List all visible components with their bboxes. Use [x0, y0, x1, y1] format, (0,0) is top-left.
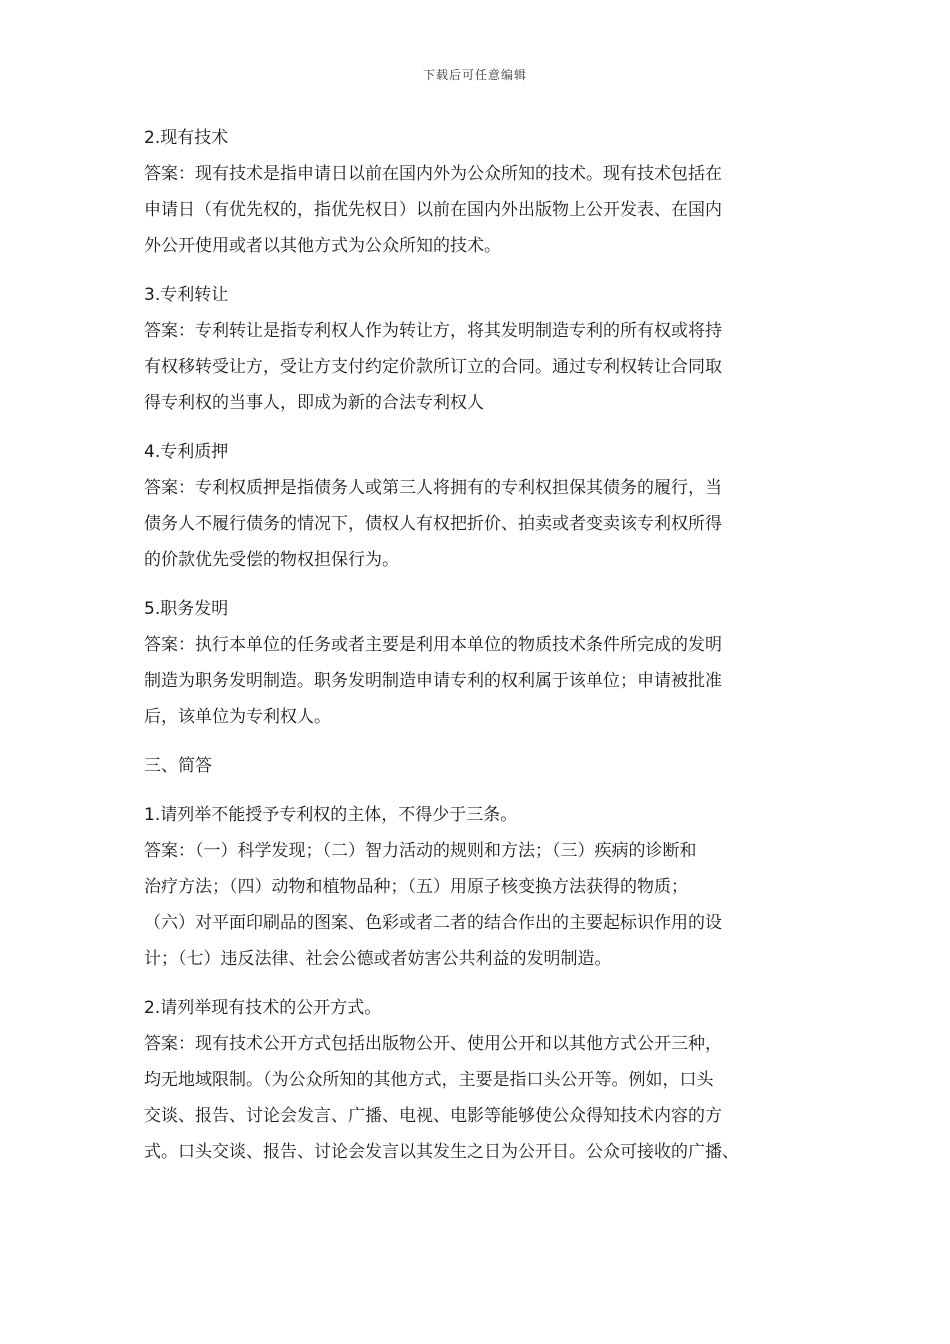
answer-line: 答案：专利转让是指专利权人作为转让方，将其发明制造专利的所有权或将持 [144, 321, 722, 341]
section-4 [144, 748, 824, 784]
document-body [144, 120, 824, 1183]
answer-line: 答案：执行本单位的任务或者主要是利用本单位的物质技术条件所完成的发明 [144, 635, 722, 655]
section-5 [144, 797, 824, 977]
section-heading: 3.专利转让 [144, 285, 229, 305]
answer-line: 答案：（一）科学发现；（二）智力活动的规则和方法；（三）疾病的诊断和 [144, 841, 697, 861]
section-heading: 4.专利质押 [144, 442, 229, 462]
section-0 [144, 120, 824, 264]
answer-paragraph [144, 1026, 824, 1170]
section-3 [144, 591, 824, 735]
answer-line: 得专利权的当事人，即成为新的合法专利权人 [144, 393, 484, 413]
page-header: 下载后可任意编辑 [422, 68, 527, 82]
answer-paragraph [144, 627, 824, 735]
section-2 [144, 434, 824, 578]
answer-line: 答案：专利权质押是指债务人或第三人将拥有的专利权担保其债务的履行，当 [144, 478, 722, 498]
section-heading: 2.现有技术 [144, 128, 229, 148]
section-1 [144, 277, 824, 421]
answer-paragraph [144, 470, 824, 578]
answer-line: 答案：现有技术公开方式包括出版物公开、使用公开和以其他方式公开三种， [144, 1034, 722, 1054]
answer-line: 的价款优先受偿的物权担保行为。 [144, 550, 399, 570]
answer-line: （六）对平面印刷品的图案、色彩或者二者的结合作出的主要起标识作用的设 [144, 913, 722, 933]
section-heading: 三、简答 [144, 756, 212, 776]
section-heading: 5.职务发明 [144, 599, 229, 619]
answer-line: 答案：现有技术是指申请日以前在国内外为公众所知的技术。现有技术包括在 [144, 164, 722, 184]
answer-line: 外公开使用或者以其他方式为公众所知的技术。 [144, 236, 501, 256]
answer-line: 交谈、报告、讨论会发言、广播、电视、电影等能够使公众得知技术内容的方 [144, 1106, 722, 1126]
answer-line: 均无地域限制。（为公众所知的其他方式，主要是指口头公开等。例如，口头 [144, 1070, 714, 1090]
section-6 [144, 990, 824, 1170]
answer-line: 式。口头交谈、报告、讨论会发言以其发生之日为公开日。公众可接收的广播、 [144, 1142, 739, 1162]
section-heading: 1.请列举不能授予专利权的主体，不得少于三条。 [144, 805, 518, 825]
section-heading: 2.请列举现有技术的公开方式。 [144, 998, 382, 1018]
answer-line: 申请日（有优先权的，指优先权日）以前在国内外出版物上公开发表、在国内 [144, 200, 722, 220]
answer-paragraph [144, 313, 824, 421]
answer-line: 计；（七）违反法律、社会公德或者妨害公共利益的发明制造。 [144, 949, 612, 969]
answer-paragraph [144, 156, 824, 264]
answer-paragraph [144, 833, 824, 977]
answer-line: 治疗方法；（四）动物和植物品种；（五）用原子核变换方法获得的物质； [144, 877, 688, 897]
answer-line: 制造为职务发明制造。职务发明制造申请专利的权利属于该单位；申请被批准 [144, 671, 722, 691]
answer-line: 有权移转受让方，受让方支付约定价款所订立的合同。通过专利权转让合同取 [144, 357, 722, 377]
answer-line: 债务人不履行债务的情况下，债权人有权把折价、拍卖或者变卖该专利权所得 [144, 514, 722, 534]
answer-line: 后，该单位为专利权人。 [144, 707, 331, 727]
